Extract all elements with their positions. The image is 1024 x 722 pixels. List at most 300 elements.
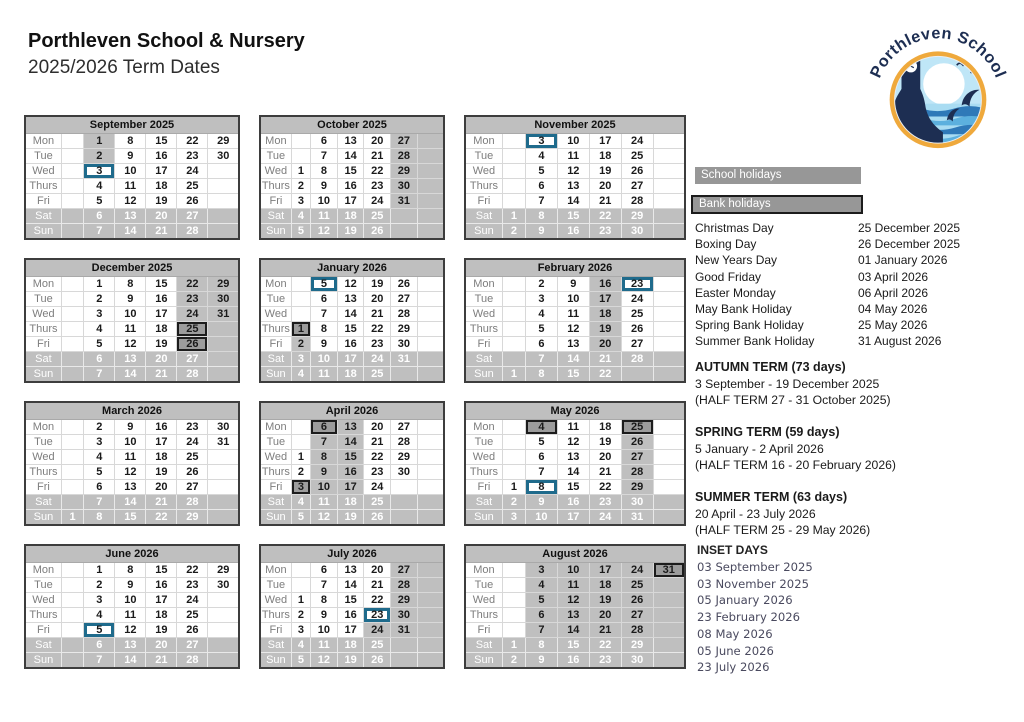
empty-cell bbox=[502, 563, 525, 578]
empty-cell bbox=[653, 194, 685, 209]
day-cell: 13 bbox=[115, 480, 146, 495]
empty-cell bbox=[502, 322, 525, 337]
day-cell: 11 bbox=[115, 450, 146, 465]
day-cell: 17 bbox=[146, 435, 177, 450]
school-holiday-cell: 29 bbox=[391, 593, 418, 608]
term-title: SUMMER TERM (63 days) bbox=[695, 490, 848, 504]
day-cell: 20 bbox=[589, 450, 621, 465]
empty-cell bbox=[417, 367, 444, 383]
day-name-label: Mon bbox=[25, 420, 61, 435]
school-holiday-cell: 28 bbox=[621, 465, 653, 480]
day-name-label: Wed bbox=[25, 307, 61, 322]
day-cell: 9 bbox=[557, 277, 589, 292]
empty-cell bbox=[61, 450, 83, 465]
empty-cell bbox=[61, 164, 83, 179]
empty-cell bbox=[61, 480, 83, 495]
day-cell: 14 bbox=[115, 653, 146, 669]
day-cell: 12 bbox=[557, 164, 589, 179]
day-name-label: Fri bbox=[260, 194, 291, 209]
day-cell: 1 bbox=[502, 480, 525, 495]
day-cell: 25 bbox=[621, 149, 653, 164]
month-table-may-2026 bbox=[464, 401, 686, 526]
day-cell: 7 bbox=[525, 352, 557, 367]
school-holiday-cell: 16 bbox=[589, 277, 621, 292]
day-name-label: Sat bbox=[465, 209, 502, 224]
day-cell: 8 bbox=[525, 209, 557, 224]
day-name-label: Wed bbox=[465, 164, 502, 179]
empty-cell bbox=[502, 337, 525, 352]
day-name-label: Fri bbox=[260, 337, 291, 352]
empty-cell bbox=[291, 277, 310, 292]
day-cell: 30 bbox=[208, 149, 239, 164]
day-name-label: Thurs bbox=[25, 179, 61, 194]
school-holiday-cell: 5 bbox=[525, 593, 557, 608]
inset-days-title: INSET DAYS bbox=[697, 543, 768, 557]
day-cell: 14 bbox=[337, 307, 364, 322]
day-cell: 9 bbox=[525, 653, 557, 669]
empty-cell bbox=[502, 623, 525, 638]
day-name-label: Sat bbox=[25, 495, 61, 510]
day-cell: 2 bbox=[84, 292, 115, 307]
empty-cell bbox=[61, 578, 83, 593]
bank-holiday-date: 25 May 2026 bbox=[858, 318, 928, 333]
bank-holiday-name: May Bank Holiday bbox=[695, 301, 792, 316]
school-holiday-cell: 15 bbox=[337, 450, 364, 465]
bank-holiday-name: Boxing Day bbox=[695, 237, 757, 252]
month-table-july-2026 bbox=[259, 544, 445, 669]
empty-cell bbox=[61, 367, 83, 383]
day-cell: 14 bbox=[115, 495, 146, 510]
school-holiday-cell: 16 bbox=[337, 465, 364, 480]
empty-cell bbox=[61, 352, 83, 367]
day-name-label: Tue bbox=[260, 578, 291, 593]
day-cell: 11 bbox=[311, 367, 338, 383]
month-table-june-2026 bbox=[24, 544, 240, 669]
month-table-february-2026 bbox=[464, 258, 686, 383]
day-cell: 23 bbox=[589, 653, 621, 669]
day-cell: 29 bbox=[621, 638, 653, 653]
bank-holiday-row bbox=[695, 317, 1015, 333]
inset-day-cell: 23 bbox=[364, 608, 391, 623]
bank-holiday-date: 26 December 2025 bbox=[858, 237, 961, 252]
logo-sun-icon bbox=[923, 63, 964, 104]
day-cell: 9 bbox=[311, 337, 338, 352]
day-name-label: Sat bbox=[260, 638, 291, 653]
day-cell: 28 bbox=[621, 352, 653, 367]
day-name-label: Tue bbox=[25, 149, 61, 164]
bank-holiday-name: New Years Day bbox=[695, 253, 778, 268]
day-cell: 2 bbox=[502, 224, 525, 240]
day-cell: 6 bbox=[525, 179, 557, 194]
day-cell: 20 bbox=[364, 134, 391, 149]
empty-cell bbox=[502, 292, 525, 307]
day-cell: 22 bbox=[589, 638, 621, 653]
day-cell: 17 bbox=[337, 352, 364, 367]
day-cell: 4 bbox=[84, 179, 115, 194]
day-cell: 3 bbox=[502, 510, 525, 526]
empty-cell bbox=[417, 435, 444, 450]
day-cell: 7 bbox=[525, 194, 557, 209]
day-cell: 7 bbox=[84, 495, 115, 510]
month-header: March 2026 bbox=[25, 402, 239, 420]
day-cell: 19 bbox=[589, 435, 621, 450]
day-cell: 4 bbox=[525, 307, 557, 322]
day-cell: 21 bbox=[146, 495, 177, 510]
day-cell: 22 bbox=[364, 593, 391, 608]
school-holiday-cell bbox=[417, 134, 444, 149]
day-cell: 14 bbox=[557, 465, 589, 480]
day-name-label: Sun bbox=[260, 367, 291, 383]
empty-cell bbox=[417, 653, 444, 669]
day-cell: 18 bbox=[589, 149, 621, 164]
empty-cell bbox=[391, 638, 418, 653]
day-cell: 11 bbox=[115, 608, 146, 623]
empty-cell bbox=[417, 480, 444, 495]
school-holiday-cell: 28 bbox=[391, 149, 418, 164]
school-holiday-cell bbox=[653, 608, 685, 623]
day-cell: 4 bbox=[84, 608, 115, 623]
day-cell: 31 bbox=[621, 510, 653, 526]
empty-cell bbox=[502, 277, 525, 292]
school-holiday-cell: 30 bbox=[391, 179, 418, 194]
day-name-label: Sun bbox=[465, 224, 502, 240]
day-cell: 2 bbox=[291, 179, 310, 194]
school-holiday-cell bbox=[417, 623, 444, 638]
day-name-label: Fri bbox=[25, 194, 61, 209]
day-name-label: Fri bbox=[25, 337, 61, 352]
day-cell: 15 bbox=[337, 322, 364, 337]
day-cell: 9 bbox=[115, 149, 146, 164]
day-cell: 13 bbox=[337, 134, 364, 149]
school-holiday-cell: 18 bbox=[589, 307, 621, 322]
day-cell: 12 bbox=[311, 510, 338, 526]
empty-cell bbox=[61, 593, 83, 608]
empty-cell bbox=[417, 420, 444, 435]
school-holiday-cell bbox=[417, 149, 444, 164]
school-holiday-cell: 26 bbox=[621, 435, 653, 450]
day-cell: 30 bbox=[208, 578, 239, 593]
empty-cell bbox=[61, 322, 83, 337]
month-table-march-2026 bbox=[24, 401, 240, 526]
empty-cell bbox=[208, 593, 239, 608]
day-cell: 29 bbox=[208, 563, 239, 578]
empty-cell bbox=[208, 465, 239, 480]
day-cell: 1 bbox=[84, 563, 115, 578]
school-holiday-cell bbox=[417, 608, 444, 623]
empty-cell bbox=[61, 337, 83, 352]
day-cell: 12 bbox=[311, 653, 338, 669]
inset-day-item: 03 September 2025 bbox=[697, 560, 813, 574]
school-holiday-cell bbox=[208, 337, 239, 352]
school-holiday-cell: 27 bbox=[621, 608, 653, 623]
day-cell: 21 bbox=[146, 224, 177, 240]
day-cell: 18 bbox=[337, 638, 364, 653]
day-name-label: Sun bbox=[260, 653, 291, 669]
day-cell: 10 bbox=[115, 307, 146, 322]
day-name-label: Tue bbox=[25, 292, 61, 307]
day-cell: 18 bbox=[589, 420, 621, 435]
day-name-label: Fri bbox=[465, 480, 502, 495]
day-cell: 2 bbox=[84, 578, 115, 593]
day-cell: 17 bbox=[337, 194, 364, 209]
day-cell: 17 bbox=[557, 510, 589, 526]
school-holiday-cell: 17 bbox=[337, 480, 364, 495]
day-cell: 5 bbox=[291, 224, 310, 240]
empty-cell bbox=[391, 224, 418, 240]
day-name-label: Wed bbox=[465, 450, 502, 465]
day-cell: 8 bbox=[311, 322, 338, 337]
day-name-label: Fri bbox=[465, 194, 502, 209]
bank-holiday-cell: 3 bbox=[291, 480, 310, 495]
day-cell: 27 bbox=[621, 337, 653, 352]
day-cell: 15 bbox=[557, 480, 589, 495]
bank-holiday-row bbox=[695, 285, 1015, 301]
month-header: January 2026 bbox=[260, 259, 444, 277]
empty-cell bbox=[417, 292, 444, 307]
day-cell: 28 bbox=[177, 653, 208, 669]
empty-cell bbox=[653, 450, 685, 465]
day-cell: 25 bbox=[364, 495, 391, 510]
day-cell: 20 bbox=[146, 638, 177, 653]
day-cell: 9 bbox=[115, 578, 146, 593]
day-cell: 23 bbox=[177, 149, 208, 164]
empty-cell bbox=[653, 480, 685, 495]
empty-cell bbox=[391, 495, 418, 510]
day-name-label: Sat bbox=[260, 209, 291, 224]
inset-day-cell: 5 bbox=[311, 277, 338, 292]
bank-holiday-row bbox=[695, 252, 1015, 268]
month-header: July 2026 bbox=[260, 545, 444, 563]
day-name-label: Thurs bbox=[25, 465, 61, 480]
day-cell: 4 bbox=[84, 450, 115, 465]
bank-holiday-date: 01 January 2026 bbox=[858, 253, 948, 268]
day-cell: 23 bbox=[364, 179, 391, 194]
day-cell: 30 bbox=[208, 420, 239, 435]
day-cell: 14 bbox=[557, 194, 589, 209]
empty-cell bbox=[208, 179, 239, 194]
inset-day-item: 03 November 2025 bbox=[697, 576, 809, 591]
term-range: 3 September - 19 December 2025 bbox=[695, 377, 880, 391]
day-cell: 26 bbox=[177, 623, 208, 638]
day-cell: 21 bbox=[364, 149, 391, 164]
empty-cell bbox=[653, 653, 685, 669]
day-cell: 15 bbox=[337, 164, 364, 179]
day-cell: 10 bbox=[557, 134, 589, 149]
day-cell: 28 bbox=[177, 224, 208, 240]
day-cell: 21 bbox=[589, 465, 621, 480]
school-holiday-cell: 20 bbox=[589, 608, 621, 623]
empty-cell bbox=[653, 337, 685, 352]
day-cell: 22 bbox=[364, 450, 391, 465]
empty-cell bbox=[391, 209, 418, 224]
calendar-grid bbox=[24, 115, 686, 669]
day-cell: 1 bbox=[502, 638, 525, 653]
day-cell: 15 bbox=[115, 510, 146, 526]
day-cell: 8 bbox=[525, 638, 557, 653]
empty-cell bbox=[502, 465, 525, 480]
empty-cell bbox=[61, 623, 83, 638]
school-holiday-cell: 22 bbox=[177, 277, 208, 292]
day-cell: 12 bbox=[557, 322, 589, 337]
empty-cell bbox=[61, 277, 83, 292]
day-cell: 4 bbox=[525, 149, 557, 164]
school-holiday-cell: 31 bbox=[391, 194, 418, 209]
empty-cell bbox=[502, 164, 525, 179]
school-holiday-cell: 29 bbox=[208, 277, 239, 292]
school-holiday-cell: 4 bbox=[525, 578, 557, 593]
day-cell: 9 bbox=[311, 608, 338, 623]
bank-holiday-cell: 25 bbox=[177, 322, 208, 337]
day-cell: 20 bbox=[146, 209, 177, 224]
day-cell: 18 bbox=[146, 179, 177, 194]
day-name-label: Mon bbox=[25, 134, 61, 149]
school-holiday-cell: 20 bbox=[589, 337, 621, 352]
day-cell: 8 bbox=[525, 367, 557, 383]
day-name-label: Fri bbox=[465, 337, 502, 352]
day-cell: 6 bbox=[84, 352, 115, 367]
day-name-label: Thurs bbox=[261, 323, 290, 335]
day-name-label: Mon bbox=[465, 420, 502, 435]
day-cell: 14 bbox=[337, 578, 364, 593]
empty-cell bbox=[653, 224, 685, 240]
day-cell: 15 bbox=[557, 209, 589, 224]
day-cell: 14 bbox=[115, 224, 146, 240]
empty-cell bbox=[502, 352, 525, 367]
day-cell: 16 bbox=[146, 149, 177, 164]
school-holiday-cell bbox=[653, 593, 685, 608]
school-holiday-cell: 31 bbox=[391, 623, 418, 638]
empty-cell bbox=[61, 134, 83, 149]
day-name-label: Tue bbox=[25, 578, 61, 593]
day-cell: 21 bbox=[589, 194, 621, 209]
empty-cell bbox=[391, 653, 418, 669]
empty-cell bbox=[502, 608, 525, 623]
day-cell: 4 bbox=[291, 209, 310, 224]
day-name-label: Wed bbox=[25, 450, 61, 465]
month-header: October 2025 bbox=[260, 116, 444, 134]
month-header: September 2025 bbox=[25, 116, 239, 134]
day-name-label: Sun bbox=[25, 510, 61, 526]
empty-cell bbox=[502, 179, 525, 194]
empty-cell bbox=[391, 367, 418, 383]
day-cell: 21 bbox=[364, 307, 391, 322]
bank-holiday-row bbox=[695, 269, 1015, 285]
day-cell: 23 bbox=[364, 465, 391, 480]
day-cell: 2 bbox=[502, 495, 525, 510]
day-cell: 19 bbox=[337, 510, 364, 526]
day-cell: 7 bbox=[84, 224, 115, 240]
day-cell: 30 bbox=[391, 337, 418, 352]
day-cell: 8 bbox=[115, 563, 146, 578]
day-cell: 10 bbox=[311, 352, 338, 367]
empty-cell bbox=[502, 435, 525, 450]
empty-cell bbox=[417, 352, 444, 367]
school-holiday-cell bbox=[417, 194, 444, 209]
day-cell: 26 bbox=[364, 510, 391, 526]
day-name-label: Tue bbox=[260, 435, 291, 450]
day-cell: 19 bbox=[146, 194, 177, 209]
day-name-label: Wed bbox=[25, 593, 61, 608]
school-holiday-cell: 1 bbox=[84, 134, 115, 149]
day-cell: 26 bbox=[364, 653, 391, 669]
day-cell: 19 bbox=[146, 623, 177, 638]
bank-holiday-date: 31 August 2026 bbox=[858, 334, 942, 349]
day-name-label: Mon bbox=[465, 277, 502, 292]
day-cell: 27 bbox=[621, 179, 653, 194]
day-cell: 11 bbox=[557, 149, 589, 164]
day-name-label: Sun bbox=[465, 510, 502, 526]
day-cell: 15 bbox=[146, 277, 177, 292]
day-name-label: Fri bbox=[25, 623, 61, 638]
day-cell: 16 bbox=[337, 608, 364, 623]
page-title: Porthleven School & Nursery bbox=[28, 30, 305, 52]
school-holiday-cell: 27 bbox=[621, 450, 653, 465]
day-cell: 13 bbox=[115, 209, 146, 224]
day-cell: 28 bbox=[177, 495, 208, 510]
school-holiday-cell: 2 bbox=[84, 149, 115, 164]
day-cell: 10 bbox=[311, 194, 338, 209]
empty-cell bbox=[391, 480, 418, 495]
day-cell: 11 bbox=[311, 209, 338, 224]
day-cell: 20 bbox=[364, 420, 391, 435]
bank-holiday-cell: 31 bbox=[653, 563, 685, 578]
day-cell: 17 bbox=[337, 623, 364, 638]
term-half-term: (HALF TERM 16 - 20 February 2026) bbox=[695, 458, 896, 472]
month-header: May 2026 bbox=[465, 402, 685, 420]
day-cell: 29 bbox=[391, 450, 418, 465]
day-cell: 4 bbox=[291, 638, 310, 653]
school-holiday-cell: 24 bbox=[177, 307, 208, 322]
day-cell: 16 bbox=[557, 653, 589, 669]
day-name-label: Fri bbox=[260, 623, 291, 638]
empty-cell bbox=[621, 367, 653, 383]
day-cell: 6 bbox=[525, 450, 557, 465]
legend-bank-holidays: Bank holidays bbox=[691, 195, 863, 214]
day-cell: 14 bbox=[557, 352, 589, 367]
bank-holiday-name: Easter Monday bbox=[695, 285, 776, 300]
day-name-label: Wed bbox=[465, 307, 502, 322]
day-cell: 9 bbox=[525, 495, 557, 510]
school-logo bbox=[862, 6, 1014, 154]
day-cell: 25 bbox=[364, 367, 391, 383]
bank-holiday-date: 25 December 2025 bbox=[858, 221, 961, 235]
school-holiday-cell bbox=[417, 179, 444, 194]
school-holiday-cell bbox=[208, 322, 239, 337]
school-holiday-cell: 13 bbox=[337, 420, 364, 435]
day-cell: 12 bbox=[311, 224, 338, 240]
empty-cell bbox=[653, 638, 685, 653]
empty-cell bbox=[653, 465, 685, 480]
day-name-label: Thurs bbox=[261, 180, 290, 192]
day-cell: 12 bbox=[115, 194, 146, 209]
term-block bbox=[695, 359, 1015, 408]
bank-holiday-cell: 6 bbox=[311, 420, 338, 435]
day-cell: 24 bbox=[177, 164, 208, 179]
day-cell: 11 bbox=[115, 179, 146, 194]
school-holiday-cell bbox=[653, 578, 685, 593]
day-cell: 13 bbox=[115, 638, 146, 653]
day-cell: 23 bbox=[177, 578, 208, 593]
day-cell: 12 bbox=[115, 623, 146, 638]
bank-holiday-row bbox=[695, 236, 1015, 252]
day-cell: 5 bbox=[291, 653, 310, 669]
day-cell: 10 bbox=[115, 435, 146, 450]
day-cell: 19 bbox=[146, 465, 177, 480]
day-cell: 10 bbox=[311, 623, 338, 638]
empty-cell bbox=[61, 224, 83, 240]
school-holiday-cell: 27 bbox=[391, 563, 418, 578]
empty-cell bbox=[208, 653, 239, 669]
